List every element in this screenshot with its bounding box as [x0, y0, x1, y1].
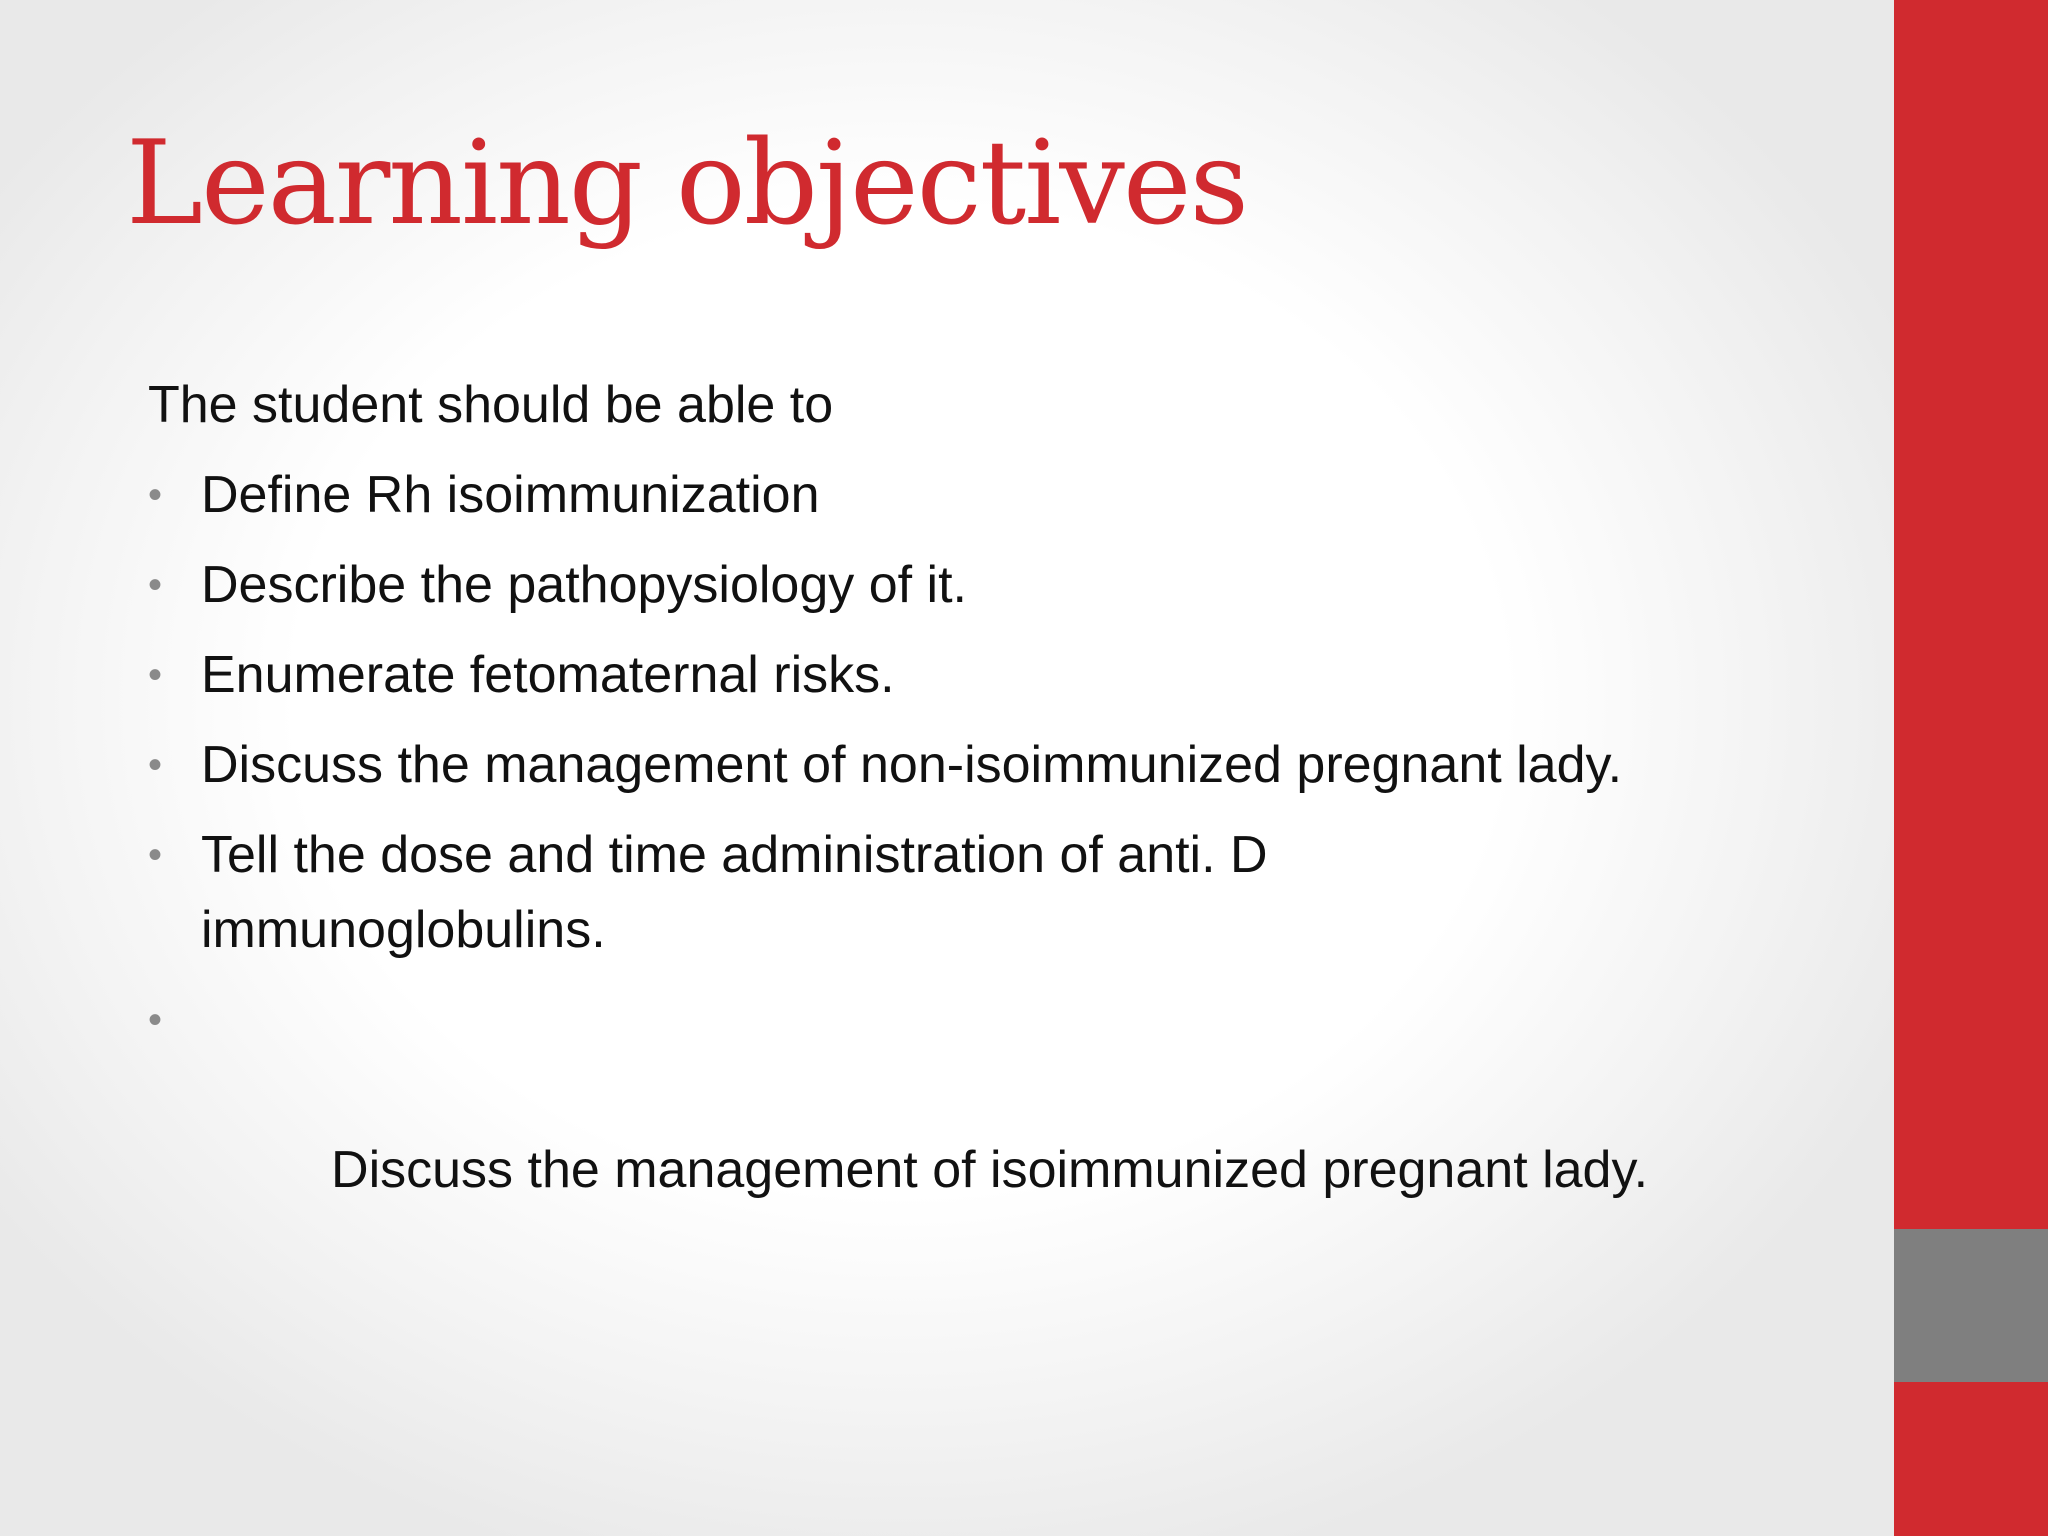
bullet-icon: • [148, 563, 163, 607]
slide-body [148, 368, 1868, 1298]
objective-item [148, 638, 1868, 713]
objective-item [148, 458, 1868, 533]
objective-text: Enumerate fetomaternal risks. [201, 646, 895, 704]
bullet-icon: • [148, 653, 163, 697]
intro-text: The student should be able to [148, 376, 834, 434]
objective-text: Define Rh isoimmunization [201, 466, 820, 524]
bullet-icon: • [148, 743, 163, 787]
accent-side-band [1894, 1229, 2048, 1382]
objective-item [148, 818, 1441, 968]
bullet-icon: • [148, 473, 163, 517]
objective-text: Discuss the management of non-isoimmunized pregnant lady. [201, 736, 1623, 794]
objective-item [148, 983, 1868, 1283]
objective-text: Tell the dose and time administration of anti. D immunoglobulins. [201, 826, 1268, 959]
bullet-icon: • [148, 998, 163, 1042]
objective-item [148, 728, 1868, 803]
objective-text: Discuss the management of isoimmunized pregnant lady. [316, 1141, 1649, 1199]
objective-item [148, 548, 1868, 623]
bullet-icon: • [148, 833, 163, 877]
objective-text: Describe the pathopysiology of it. [201, 556, 967, 614]
objectives-list [148, 458, 1868, 1283]
slide-title: Learning objectives [126, 116, 1248, 251]
